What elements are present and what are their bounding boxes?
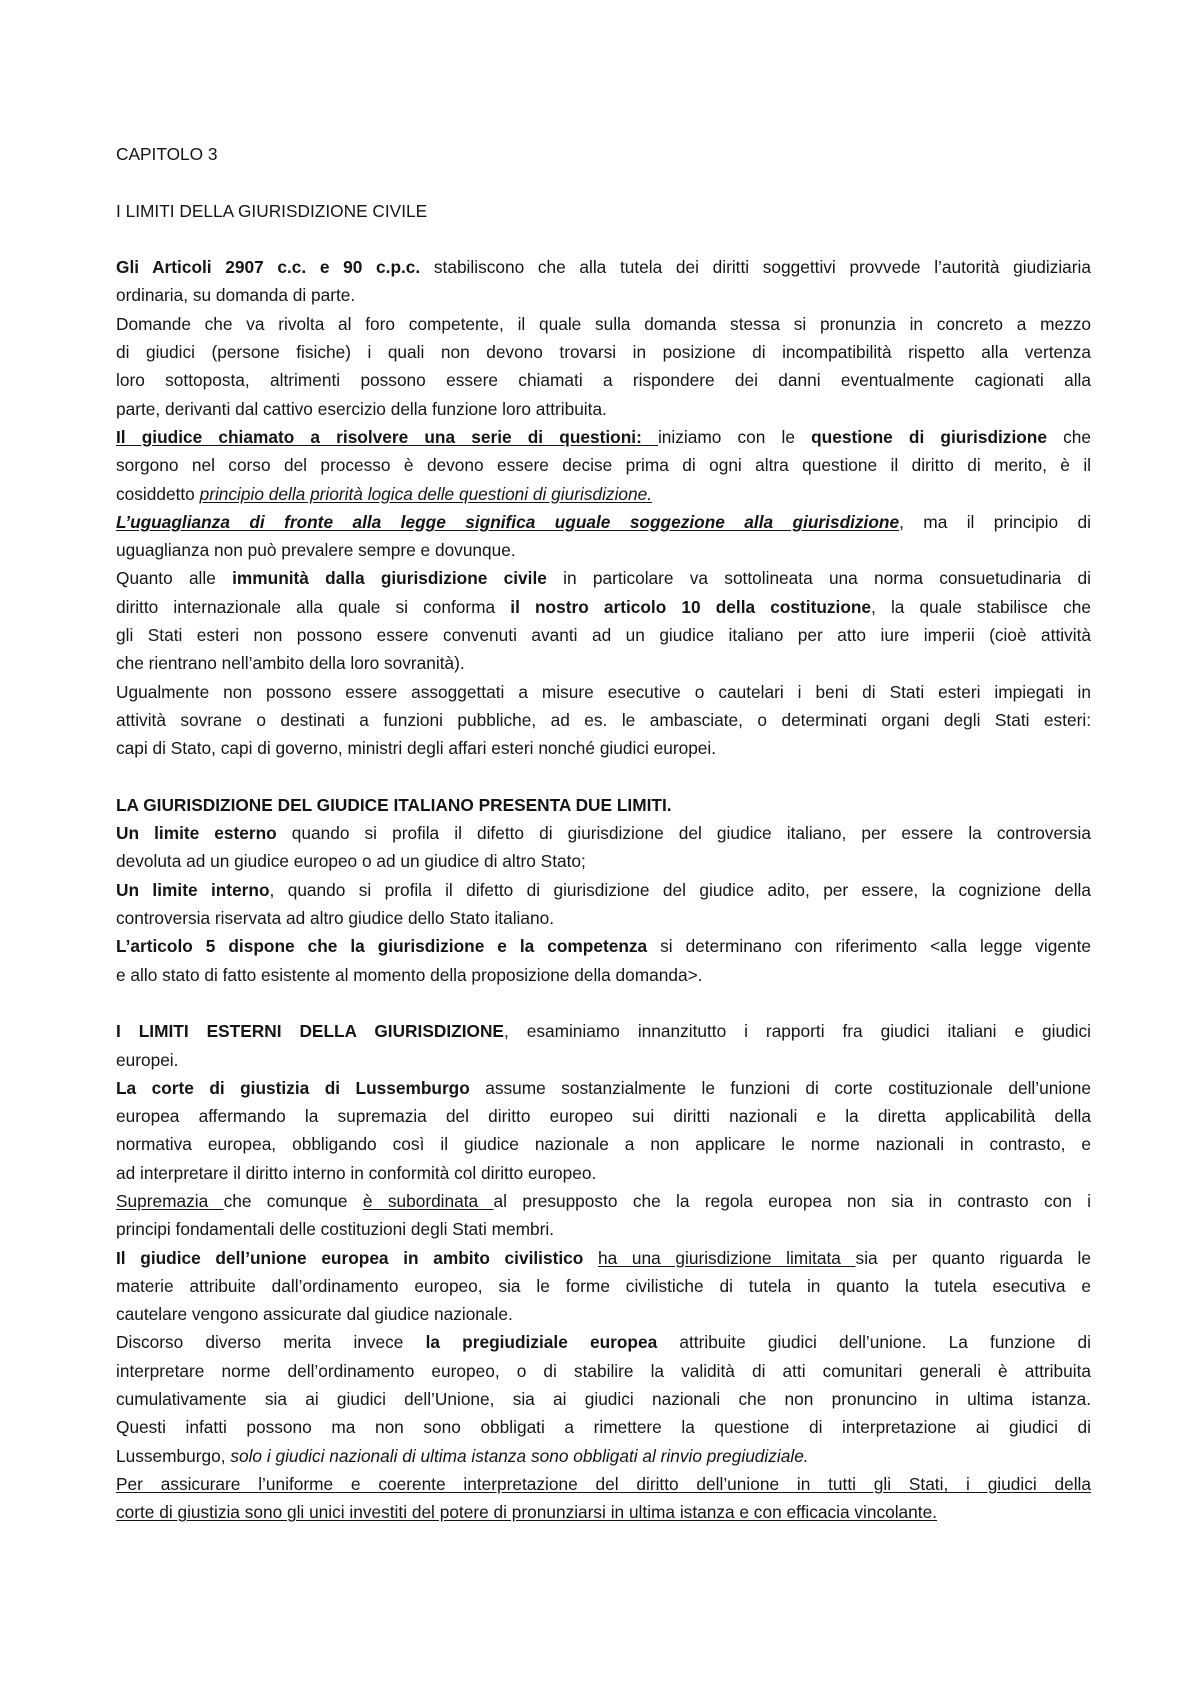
text-run: devoluta ad un giudice europeo o ad un giudice di altro Stato; <box>116 851 586 872</box>
text-run: L’uguaglianza di fronte alla legge significa uguale soggezione alla giurisdizione <box>116 511 900 532</box>
text-line <box>116 706 1091 734</box>
text-run: attività sovrane o destinati a funzioni pubbliche, ad es. le ambasciate, o determinati organi degli Stati esteri: <box>116 709 1091 730</box>
text-line <box>116 649 1091 677</box>
text-run: Gli Articoli 2907 c.c. e 90 c.p.c. <box>116 257 421 278</box>
text-run: normativa europea, obbligando così il giudice nazionale a non applicare le norme nazionali in contrasto, e <box>116 1134 1091 1155</box>
text-line <box>116 904 1091 932</box>
text-line <box>116 1300 1091 1328</box>
text-line <box>116 480 1091 508</box>
text-run: Il giudice chiamato a risolvere una serie di questioni: <box>116 426 658 447</box>
text-line <box>116 678 1091 706</box>
text-run: Discorso diverso merita invece <box>116 1332 426 1353</box>
text-run: , la quale stabilisce che <box>871 596 1091 617</box>
text-run: Per assicurare l’uniforme e coerente interpretazione del diritto dell’unione in tutti gli Stati, i giudici della <box>116 1473 1091 1494</box>
text-line <box>116 932 1091 960</box>
text-run: europea affermando la supremazia del diritto europeo sui diritti nazionali e la diretta applicabilità della <box>116 1106 1091 1127</box>
text-line <box>116 1130 1091 1158</box>
text-run: principio della priorità logica delle questioni di giurisdizione. <box>199 483 653 504</box>
text-line <box>116 451 1091 479</box>
text-line <box>116 395 1091 423</box>
text-run: cumulativamente sia ai giudici dell’Unione, sia ai giudici nazionali che non pronuncino in ultima istanza. <box>116 1389 1091 1410</box>
text-line <box>116 338 1091 366</box>
text-line <box>116 508 1091 536</box>
text-line <box>116 1017 1091 1045</box>
text-line <box>116 1328 1091 1356</box>
text-line <box>116 140 1091 168</box>
text-run: quando si profila il difetto di giurisdizione del giudice italiano, per essere la controversia <box>276 823 1091 844</box>
text-run: I LIMITI DELLA GIURISDIZIONE CIVILE <box>116 200 428 221</box>
text-run: e allo stato di fatto esistente al momento della proposizione della domanda>. <box>116 964 703 985</box>
text-run: in particolare va sottolineata una norma consuetudinaria di <box>546 568 1091 589</box>
blank-line <box>116 989 1091 1017</box>
text-line <box>116 253 1091 281</box>
text-line <box>116 1074 1091 1102</box>
text-run: Questi infatti possono ma non sono obbligati a rimettere la questione di interpretazione ai giudici di <box>116 1417 1091 1438</box>
text-run: solo i giudici nazionali di ultima istanza sono obbligati al rinvio pregiudiziale. <box>230 1445 809 1466</box>
text-run: di giudici (persone fisiche) i quali non devono trovarsi in posizione di incompatibilità rispetto alla vertenza <box>116 342 1091 363</box>
text-run: assume sostanzialmente le funzioni di corte costituzionale dell’unione <box>469 1077 1091 1098</box>
text-run: Supremazia <box>116 1190 224 1211</box>
text-run <box>583 1248 598 1268</box>
text-line <box>116 791 1091 819</box>
text-line <box>116 1470 1091 1498</box>
text-line <box>116 819 1091 847</box>
blank-line <box>116 168 1091 196</box>
text-run: immunità dalla giurisdizione civile <box>232 568 547 589</box>
text-run: ha una giurisdizione limitata <box>598 1247 856 1268</box>
text-run: che <box>1046 426 1091 447</box>
text-run: la pregiudiziale europea <box>425 1332 658 1353</box>
text-line <box>116 1187 1091 1215</box>
text-run: si determinano con riferimento <alla legge vigente <box>647 936 1092 957</box>
text-run: il nostro articolo 10 della costituzione <box>510 596 872 617</box>
text-run: attribuite giudici dell’unione. La funzione di <box>657 1332 1091 1353</box>
text-run: Quanto alle <box>116 568 233 589</box>
text-run: Un limite interno <box>116 879 270 900</box>
text-run: ad interpretare il diritto interno in conformità col diritto europeo. <box>116 1162 597 1183</box>
text-line <box>116 1498 1091 1526</box>
text-run: Un limite esterno <box>116 823 277 844</box>
text-line <box>116 1413 1091 1441</box>
text-line <box>116 621 1091 649</box>
text-run: controversia riservata ad altro giudice dello Stato italiano. <box>116 908 555 929</box>
text-run: LA GIURISDIZIONE DEL GIUDICE ITALIANO PRESENTA DUE LIMITI. <box>116 794 672 815</box>
text-run: Domande che va rivolta al foro competente, il quale sulla domanda stessa si pronunzia in concreto a mezzo <box>116 313 1091 334</box>
text-line <box>116 1442 1091 1470</box>
text-run: questione di giurisdizione <box>811 426 1047 447</box>
text-line <box>116 281 1091 309</box>
text-run: materie attribuite dall’ordinamento europeo, sia le forme civilistiche di tutela in quanto la tutela esecutiva e <box>116 1275 1091 1296</box>
text-run: Lussemburgo, <box>116 1445 231 1466</box>
text-line <box>116 1244 1091 1272</box>
text-line <box>116 876 1091 904</box>
blank-line <box>116 763 1091 791</box>
text-line <box>116 734 1091 762</box>
text-run: stabiliscono che alla tutela dei diritti soggettivi provvede l’autorità giudiziaria <box>420 257 1091 278</box>
text-run: , esaminiamo innanzitutto i rapporti fra giudici italiani e giudici <box>503 1021 1091 1042</box>
text-run: , quando si profila il difetto di giurisdizione del giudice adito, per essere, la cognizione della <box>269 879 1091 900</box>
text-run: CAPITOLO 3 <box>116 144 218 164</box>
text-run: I LIMITI ESTERNI DELLA GIURISDIZIONE <box>116 1021 504 1042</box>
text-line <box>116 1385 1091 1413</box>
text-run: iniziamo con le <box>657 426 812 447</box>
text-run: L’articolo 5 dispone che la giurisdizione e la competenza <box>116 936 648 957</box>
text-run: capi di Stato, capi di governo, ministri degli affari esteri nonché giudici europei. <box>116 738 717 759</box>
text-run: Ugualmente non possono essere assoggettati a misure esecutive o cautelari i beni di Stati esteri impiegati in <box>116 681 1091 702</box>
text-line <box>116 366 1091 394</box>
text-line <box>116 564 1091 592</box>
document-body <box>116 140 1091 1527</box>
text-line <box>116 847 1091 875</box>
text-run: europei. <box>116 1049 179 1070</box>
text-run: parte, derivanti dal cattivo esercizio della funzione loro attribuita. <box>116 398 607 419</box>
text-line <box>116 423 1091 451</box>
text-line <box>116 1102 1091 1130</box>
text-run: ordinaria, su domanda di parte. <box>116 285 356 306</box>
text-line <box>116 1272 1091 1300</box>
text-run: cautelare vengono assicurate dal giudice nazionale. <box>116 1304 513 1325</box>
text-line <box>116 961 1091 989</box>
text-line <box>116 1159 1091 1187</box>
text-run: al presupposto che la regola europea non sia in contrasto con i <box>493 1190 1092 1211</box>
text-line <box>116 1215 1091 1243</box>
text-line <box>116 536 1091 564</box>
text-run: La corte di giustizia di Lussemburgo <box>116 1077 470 1098</box>
text-line <box>116 1357 1091 1385</box>
text-run: che rientrano nell’ambito della loro sovranità). <box>116 653 465 674</box>
text-run: interpretare norme dell’ordinamento europeo, o di stabilire la validità di atti comunitari generali è attribuita <box>116 1360 1091 1381</box>
text-line <box>116 593 1091 621</box>
text-run: Il giudice dell’unione europea in ambito civilistico <box>116 1247 584 1268</box>
text-line <box>116 197 1091 225</box>
text-run: sia per quanto riguarda le <box>855 1247 1092 1268</box>
text-run: principi fondamentali delle costituzioni degli Stati membri. <box>116 1219 555 1240</box>
text-line <box>116 310 1091 338</box>
text-line <box>116 1046 1091 1074</box>
text-run: loro sottoposta, altrimenti possono essere chiamati a rispondere dei danni eventualmente cagionati alla <box>116 370 1091 391</box>
text-run: corte di giustizia sono gli unici investiti del potere di pronunziarsi in ultima istanza e con efficacia vincolante. <box>116 1502 937 1523</box>
text-run: diritto internazionale alla quale si conforma <box>116 596 511 617</box>
blank-line <box>116 225 1091 253</box>
text-run: , ma il principio di <box>899 511 1092 532</box>
text-run: cosiddetto <box>116 483 200 504</box>
text-run: che comunque <box>223 1190 363 1211</box>
text-run: gli Stati esteri non possono essere convenuti avanti ad un giudice italiano per atto iure imperii (cioè attività <box>116 625 1091 646</box>
text-run: uguaglianza non può prevalere sempre e dovunque. <box>116 540 516 561</box>
text-run: è subordinata <box>362 1190 494 1211</box>
text-run: sorgono nel corso del processo è devono essere decise prima di ogni altra questione il diritto di merito, è il <box>116 455 1091 476</box>
